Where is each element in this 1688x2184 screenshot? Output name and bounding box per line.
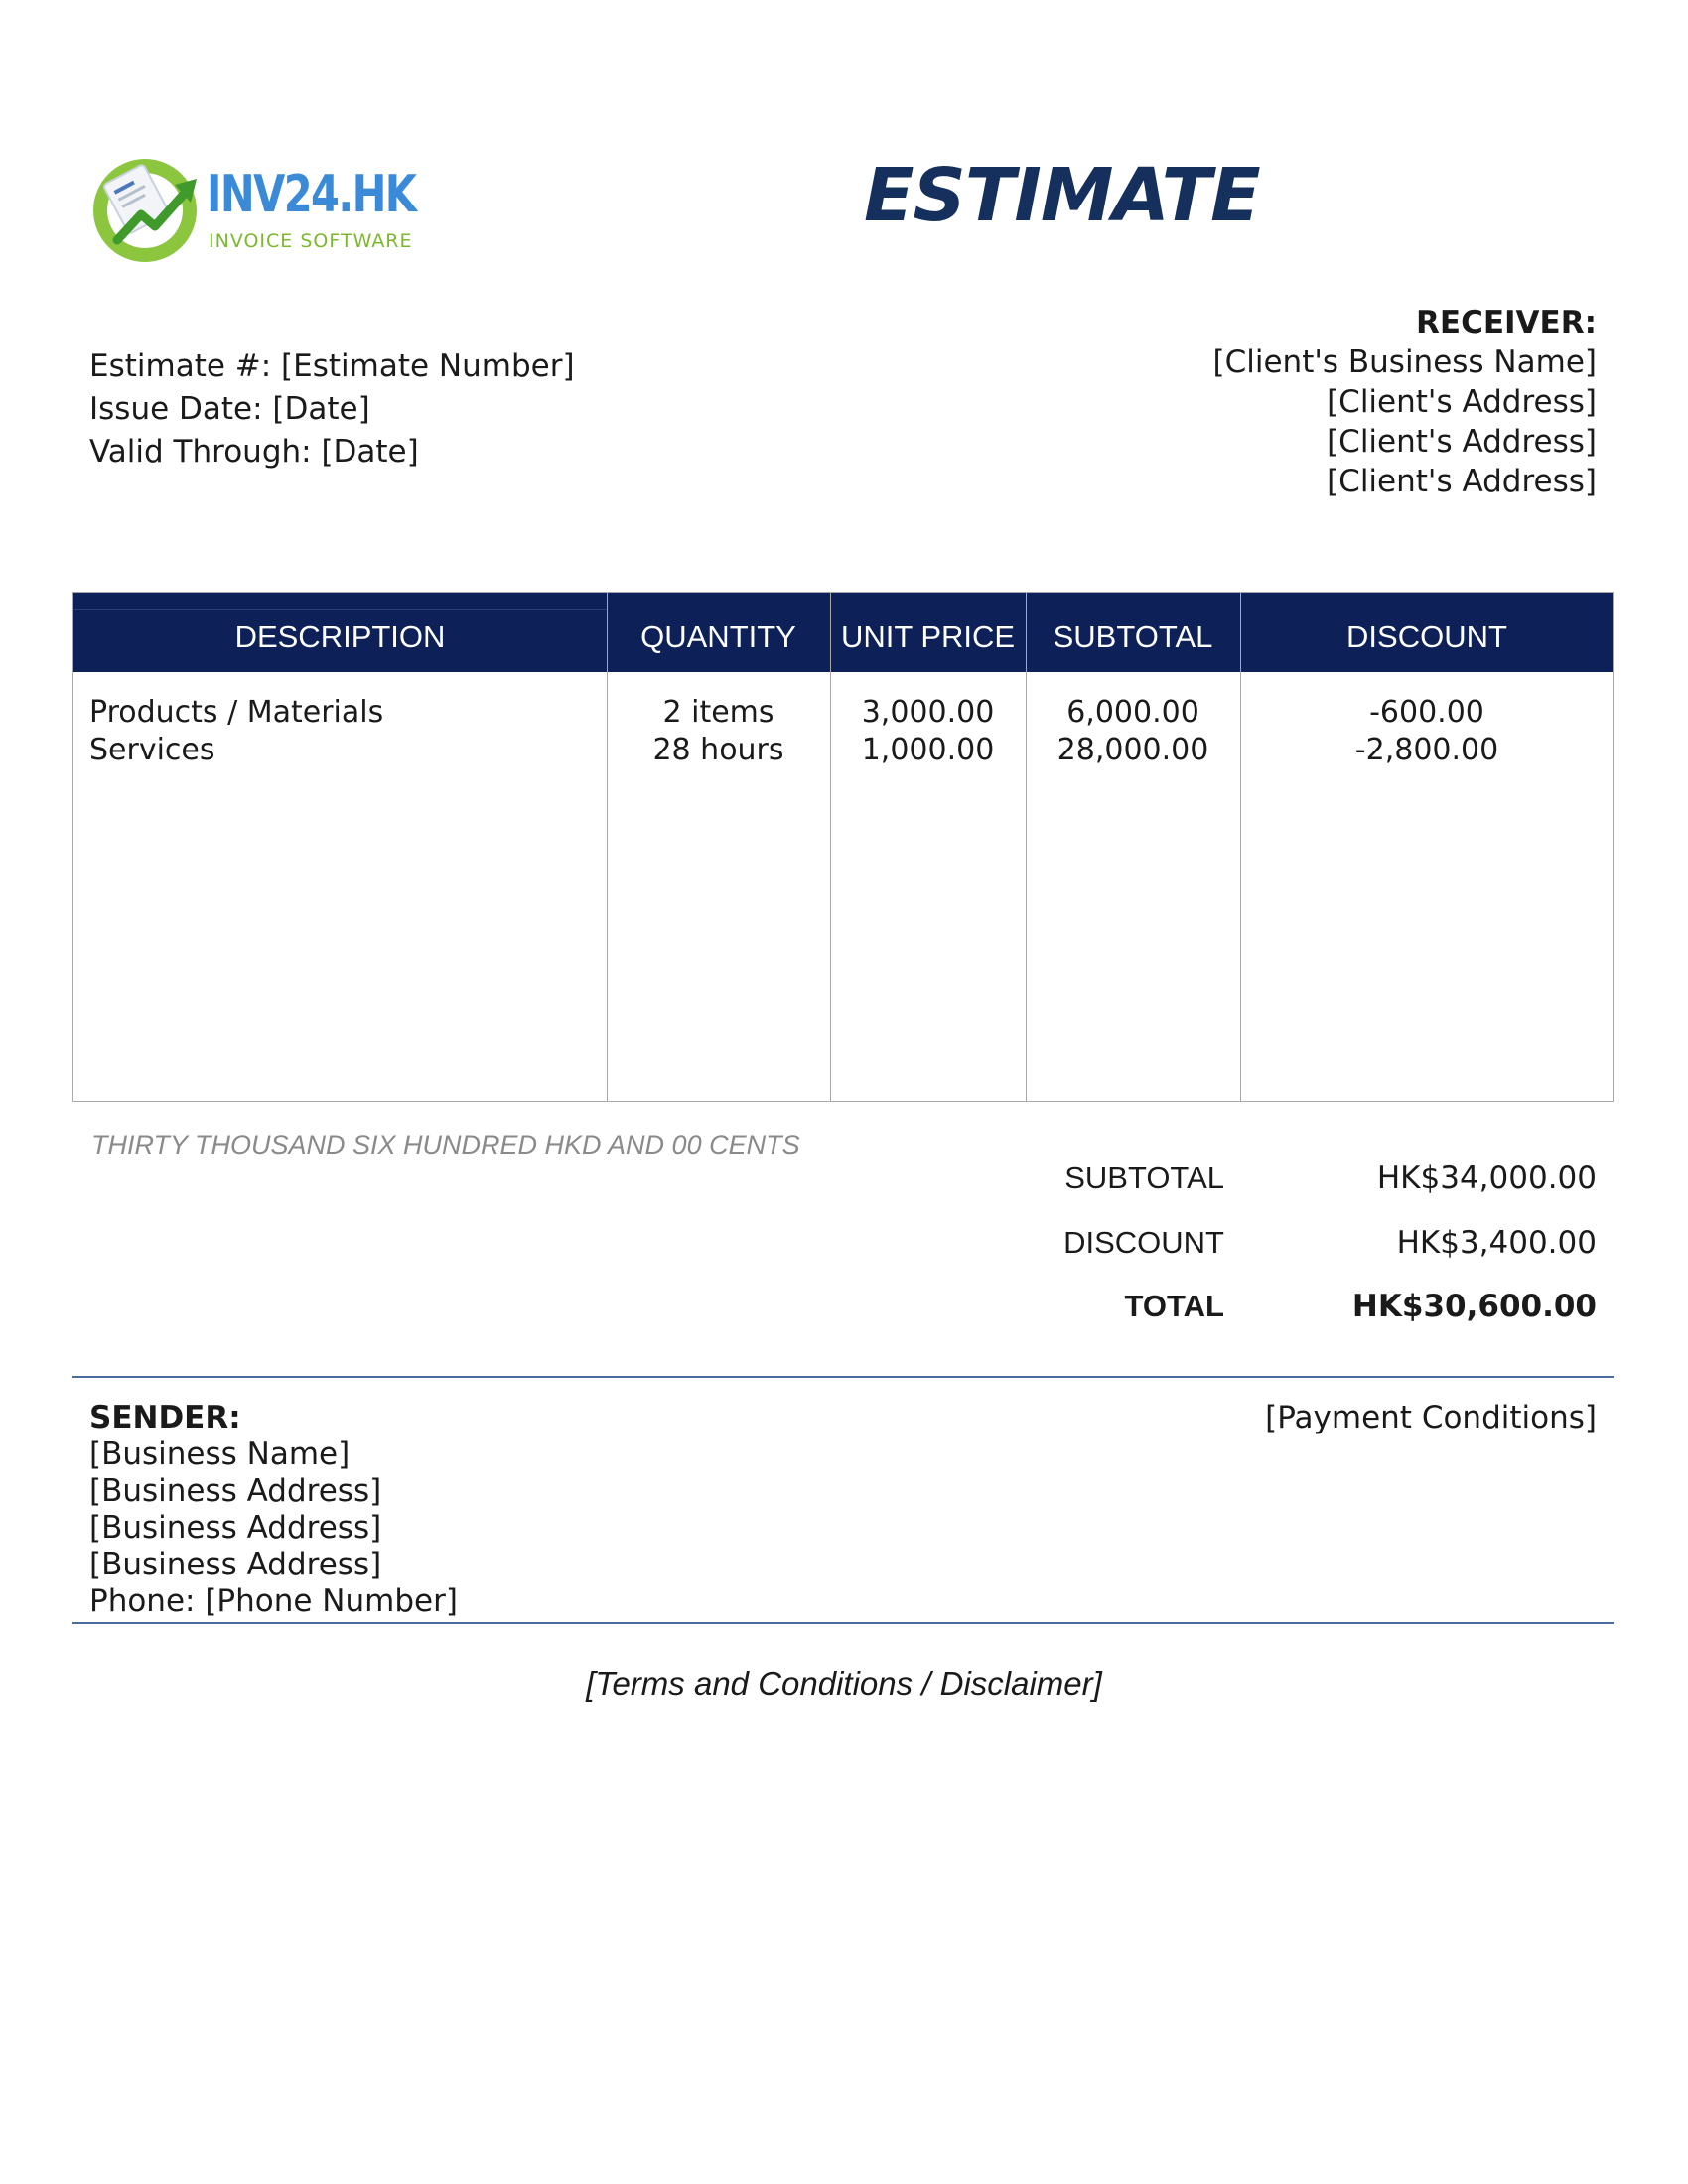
estimate-number: Estimate #: [Estimate Number] bbox=[89, 348, 575, 384]
amount-in-words: THIRTY THOUSAND SIX HUNDRED HKD AND 00 CENTS bbox=[91, 1130, 800, 1160]
header-unit-price: UNIT PRICE bbox=[840, 619, 1016, 654]
receiver-address-line: [Client's Address] bbox=[1327, 424, 1597, 460]
receiver-address-line: [Client's Address] bbox=[1327, 384, 1597, 420]
column-divider bbox=[1240, 593, 1241, 1101]
item-subtotal: 28,000.00 bbox=[1056, 733, 1209, 767]
table-header bbox=[73, 593, 1613, 672]
terms-disclaimer: [Terms and Conditions / Disclaimer] bbox=[586, 1665, 1102, 1702]
header-subtotal: SUBTOTAL bbox=[1053, 619, 1213, 654]
receiver-heading: RECEIVER: bbox=[1416, 305, 1597, 341]
quantity-column bbox=[607, 694, 830, 769]
discount-label: DISCOUNT bbox=[1063, 1225, 1224, 1260]
column-divider bbox=[607, 593, 608, 1101]
discount-value: HK$3,400.00 bbox=[1396, 1225, 1597, 1261]
sender-address-line: [Business Address] bbox=[89, 1473, 382, 1509]
item-quantity: 2 items bbox=[662, 695, 774, 730]
document-title: ESTIMATE bbox=[864, 153, 1260, 238]
item-unit-price: 1,000.00 bbox=[861, 733, 995, 767]
sender-heading: SENDER: bbox=[89, 1400, 241, 1435]
sender-block bbox=[89, 1400, 458, 1620]
company-logo bbox=[89, 149, 437, 278]
divider-line bbox=[72, 1376, 1614, 1378]
item-discount: -600.00 bbox=[1369, 695, 1484, 730]
item-subtotal: 6,000.00 bbox=[1066, 695, 1199, 730]
logo-mark-icon bbox=[89, 149, 209, 268]
receiver-business-name: [Client's Business Name] bbox=[1212, 344, 1597, 380]
logo-tagline: INVOICE SOFTWARE bbox=[209, 230, 413, 252]
payment-conditions: [Payment Conditions] bbox=[1265, 1400, 1597, 1435]
description-column bbox=[89, 694, 596, 769]
valid-through: Valid Through: [Date] bbox=[89, 434, 419, 470]
discount-column bbox=[1240, 694, 1614, 769]
header-description: DESCRIPTION bbox=[234, 619, 446, 654]
item-description: Services bbox=[89, 733, 215, 767]
sender-address-line: [Business Address] bbox=[89, 1510, 382, 1546]
subtotal-column bbox=[1026, 694, 1240, 769]
total-label: TOTAL bbox=[1124, 1289, 1224, 1323]
sender-phone: Phone: [Phone Number] bbox=[89, 1583, 458, 1619]
sender-business-name: [Business Name] bbox=[89, 1436, 351, 1472]
subtotal-value: HK$34,000.00 bbox=[1376, 1160, 1597, 1196]
receiver-block bbox=[1213, 303, 1597, 501]
line-items-table bbox=[72, 592, 1614, 1102]
item-discount: -2,800.00 bbox=[1354, 733, 1499, 767]
divider-line bbox=[72, 1622, 1614, 1624]
item-unit-price: 3,000.00 bbox=[861, 695, 995, 730]
header-quantity: QUANTITY bbox=[640, 619, 796, 654]
issue-date: Issue Date: [Date] bbox=[89, 391, 370, 427]
receiver-address-line: [Client's Address] bbox=[1327, 464, 1597, 499]
total-value: HK$30,600.00 bbox=[1351, 1289, 1597, 1324]
column-divider bbox=[1026, 593, 1027, 1101]
sender-address-line: [Business Address] bbox=[89, 1547, 382, 1582]
column-divider bbox=[830, 593, 831, 1101]
estimate-meta bbox=[89, 345, 575, 474]
unit-price-column bbox=[830, 694, 1026, 769]
item-quantity: 28 hours bbox=[652, 733, 784, 767]
logo-wordmark: INV24.HK bbox=[207, 165, 416, 224]
item-description: Products / Materials bbox=[89, 695, 384, 730]
subtotal-label: SUBTOTAL bbox=[1064, 1160, 1224, 1195]
header-discount: DISCOUNT bbox=[1346, 619, 1507, 654]
